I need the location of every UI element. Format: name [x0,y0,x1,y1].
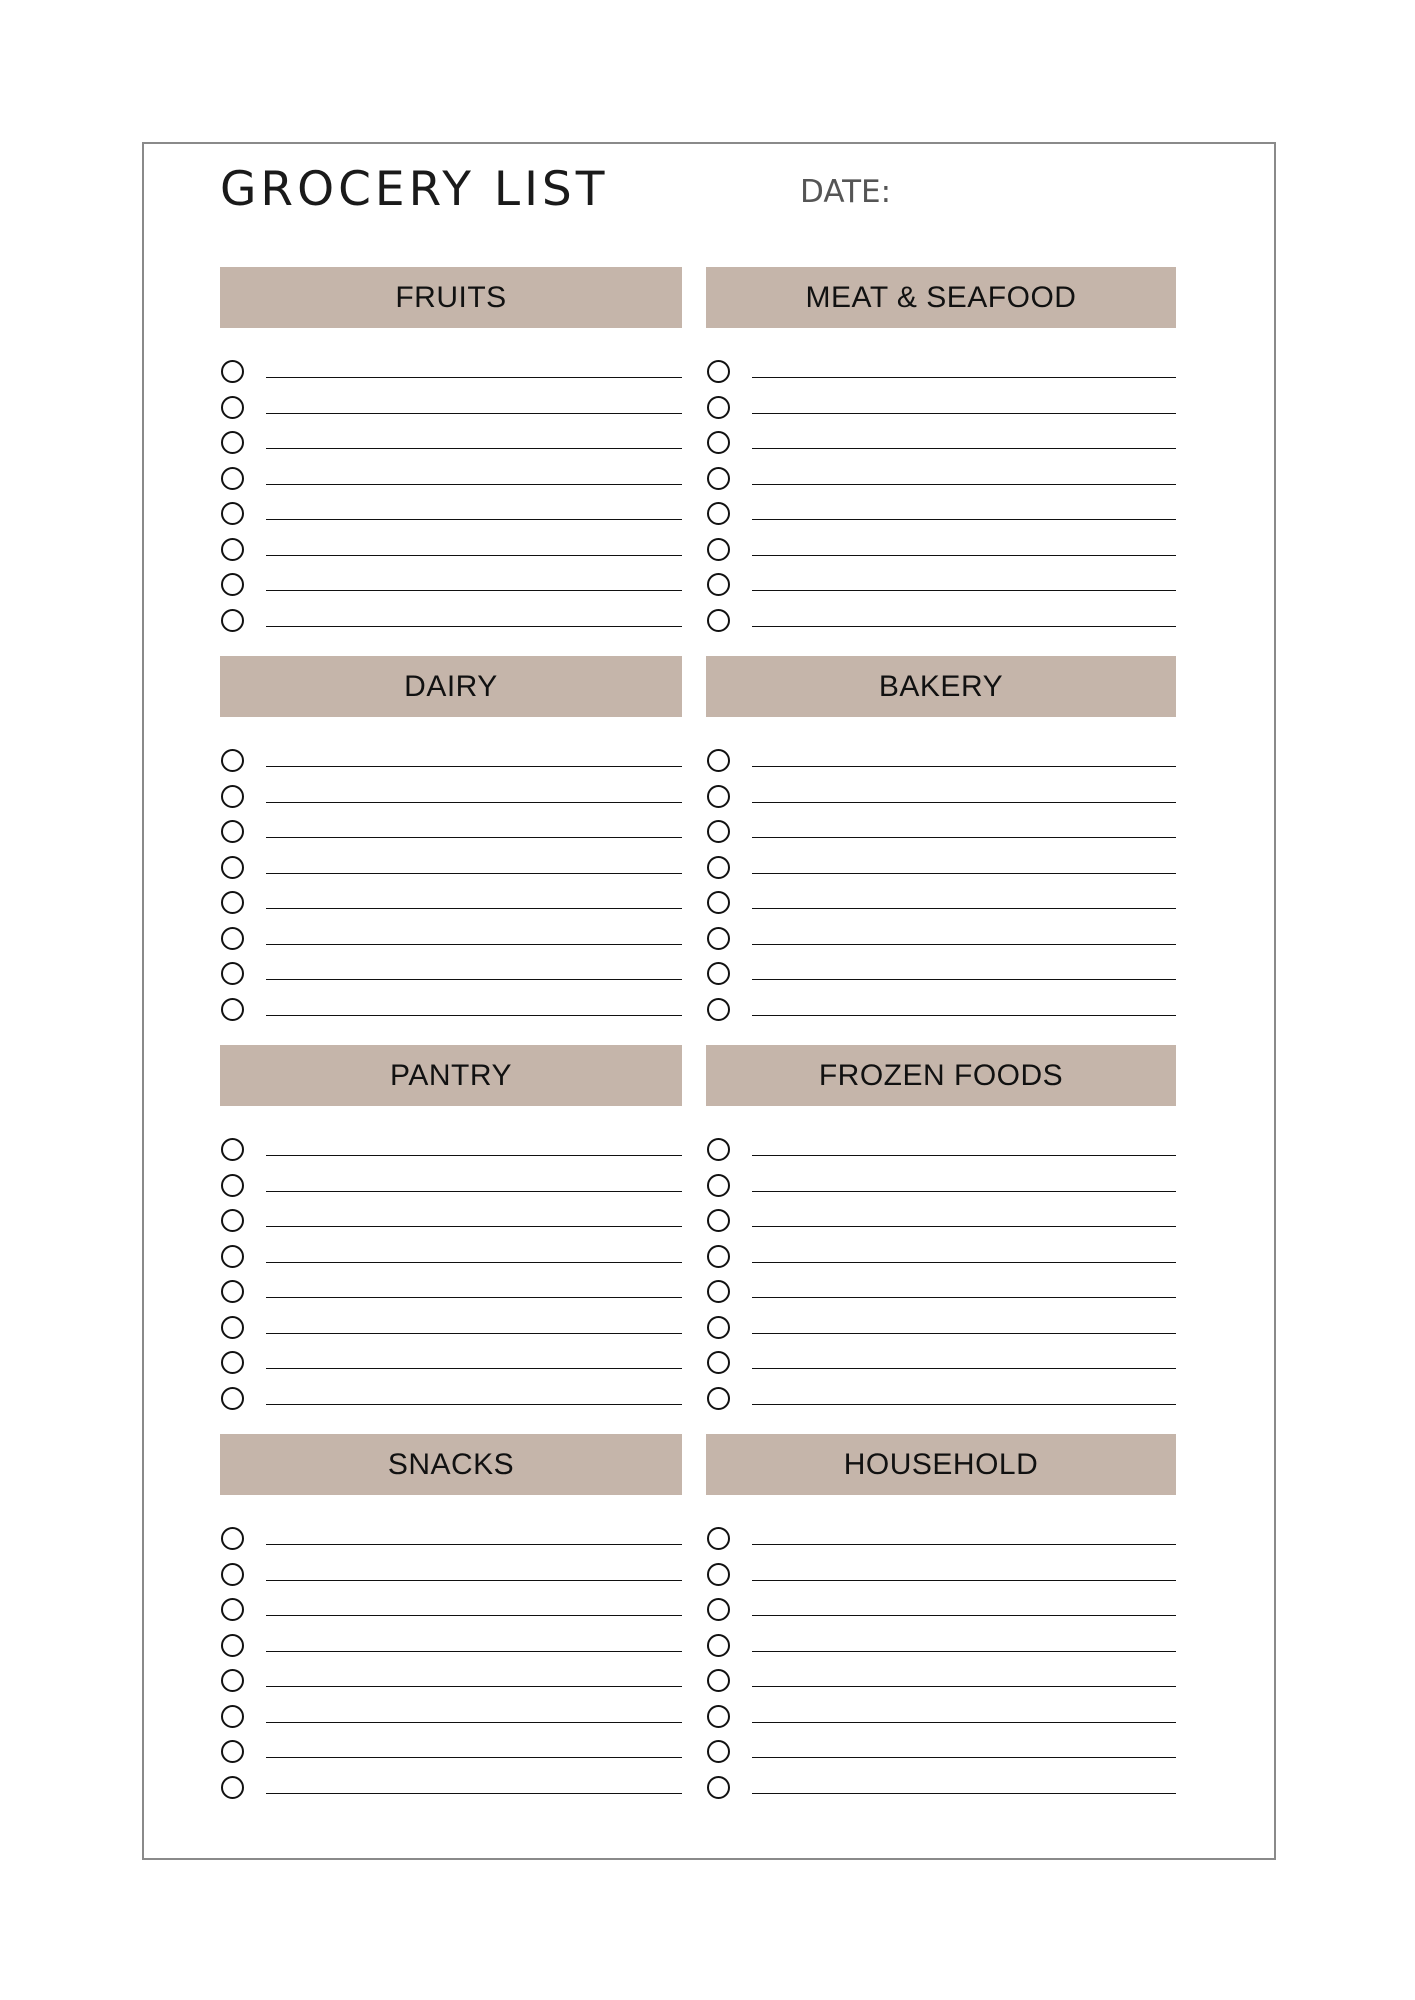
list-item [706,1274,1176,1310]
list-item [706,603,1176,639]
write-in-line[interactable] [266,979,682,980]
circle-checkbox-icon[interactable] [707,1209,730,1232]
list-item [706,956,1176,992]
write-in-line[interactable] [752,555,1176,556]
list-item [706,1381,1176,1417]
circle-checkbox-icon[interactable] [221,1598,244,1621]
circle-checkbox-icon[interactable] [707,1316,730,1339]
section-header: BAKERY [706,656,1176,717]
write-in-line[interactable] [266,1615,682,1616]
circle-checkbox-icon[interactable] [707,1563,730,1586]
item-list [220,1132,682,1416]
write-in-line[interactable] [266,1757,682,1758]
write-in-line[interactable] [752,484,1176,485]
list-item [220,956,682,992]
section-header: MEAT & SEAFOOD [706,267,1176,328]
write-in-line[interactable] [752,1757,1176,1758]
list-item [220,461,682,497]
list-item [220,921,682,957]
circle-checkbox-icon[interactable] [221,856,244,879]
list-item [706,425,1176,461]
list-item [220,885,682,921]
circle-checkbox-icon[interactable] [707,962,730,985]
write-in-line[interactable] [752,944,1176,945]
write-in-line[interactable] [266,1262,682,1263]
circle-checkbox-icon[interactable] [221,1634,244,1657]
list-item [706,1239,1176,1275]
write-in-line[interactable] [752,448,1176,449]
write-in-line[interactable] [266,908,682,909]
list-item [220,1557,682,1593]
list-item [706,496,1176,532]
write-in-line[interactable] [752,1651,1176,1652]
list-item [220,1203,682,1239]
circle-checkbox-icon[interactable] [707,396,730,419]
item-list [706,1132,1176,1416]
list-item [220,1132,682,1168]
item-list [220,1521,682,1805]
circle-checkbox-icon[interactable] [707,1351,730,1374]
circle-checkbox-icon[interactable] [707,502,730,525]
list-item [706,743,1176,779]
write-in-line[interactable] [266,519,682,520]
circle-checkbox-icon[interactable] [707,891,730,914]
write-in-line[interactable] [266,377,682,378]
circle-checkbox-icon[interactable] [707,1174,730,1197]
write-in-line[interactable] [266,590,682,591]
circle-checkbox-icon[interactable] [221,1527,244,1550]
circle-checkbox-icon[interactable] [221,1351,244,1374]
circle-checkbox-icon[interactable] [221,396,244,419]
list-item [706,779,1176,815]
list-item [706,1699,1176,1735]
circle-checkbox-icon[interactable] [707,431,730,454]
write-in-line[interactable] [752,1226,1176,1227]
list-item [220,532,682,568]
circle-checkbox-icon[interactable] [221,1174,244,1197]
section-dairy [220,656,682,1045]
write-in-line[interactable] [266,1651,682,1652]
list-item [706,1734,1176,1770]
write-in-line[interactable] [266,555,682,556]
list-item [706,1132,1176,1168]
write-in-line[interactable] [752,873,1176,874]
circle-checkbox-icon[interactable] [221,962,244,985]
write-in-line[interactable] [266,944,682,945]
write-in-line[interactable] [266,1580,682,1581]
write-in-line[interactable] [752,377,1176,378]
write-in-line[interactable] [752,1262,1176,1263]
list-item [706,1168,1176,1204]
list-item [220,992,682,1028]
list-item [220,1734,682,1770]
list-item [706,390,1176,426]
list-item [220,425,682,461]
list-item [706,1628,1176,1664]
write-in-line[interactable] [266,1686,682,1687]
circle-checkbox-icon[interactable] [221,538,244,561]
list-item [706,885,1176,921]
write-in-line[interactable] [266,1297,682,1298]
list-item [220,1345,682,1381]
circle-checkbox-icon[interactable] [707,749,730,772]
list-item [706,1521,1176,1557]
item-list [706,1521,1176,1805]
write-in-line[interactable] [266,448,682,449]
list-item [220,850,682,886]
write-in-line[interactable] [752,1297,1176,1298]
section-header: PANTRY [220,1045,682,1106]
circle-checkbox-icon[interactable] [707,1598,730,1621]
list-item [220,1521,682,1557]
section-header: DAIRY [220,656,682,717]
write-in-line[interactable] [266,1333,682,1334]
circle-checkbox-icon[interactable] [221,749,244,772]
circle-checkbox-icon[interactable] [707,1387,730,1410]
section-frozen-foods [706,1045,1176,1434]
list-item [706,1345,1176,1381]
list-item [220,814,682,850]
list-item [706,354,1176,390]
list-item [220,603,682,639]
write-in-line[interactable] [752,590,1176,591]
write-in-line[interactable] [266,413,682,414]
list-item [220,1770,682,1806]
write-in-line[interactable] [752,1368,1176,1369]
list-item [706,1592,1176,1628]
write-in-line[interactable] [752,802,1176,803]
circle-checkbox-icon[interactable] [707,360,730,383]
list-item [220,354,682,390]
write-in-line[interactable] [752,908,1176,909]
write-in-line[interactable] [752,1544,1176,1545]
circle-checkbox-icon[interactable] [221,1245,244,1268]
item-list [220,354,682,638]
circle-checkbox-icon[interactable] [221,998,244,1021]
list-item [220,743,682,779]
circle-checkbox-icon[interactable] [707,1527,730,1550]
list-item [706,1557,1176,1593]
circle-checkbox-icon[interactable] [221,573,244,596]
list-item [220,1168,682,1204]
list-item [706,921,1176,957]
list-item [220,1663,682,1699]
circle-checkbox-icon[interactable] [707,998,730,1021]
write-in-line[interactable] [266,626,682,627]
write-in-line[interactable] [752,519,1176,520]
page-title: GROCERY LIST [220,162,609,217]
circle-checkbox-icon[interactable] [707,856,730,879]
write-in-line[interactable] [752,1191,1176,1192]
list-item [706,567,1176,603]
circle-checkbox-icon[interactable] [707,538,730,561]
section-meat-seafood [706,267,1176,656]
list-item [706,1203,1176,1239]
list-item [220,1381,682,1417]
circle-checkbox-icon[interactable] [221,360,244,383]
write-in-line[interactable] [266,837,682,838]
write-in-line[interactable] [266,1544,682,1545]
write-in-line[interactable] [752,1793,1176,1794]
write-in-line[interactable] [752,766,1176,767]
write-in-line[interactable] [266,873,682,874]
section-header: HOUSEHOLD [706,1434,1176,1495]
write-in-line[interactable] [752,837,1176,838]
circle-checkbox-icon[interactable] [221,785,244,808]
write-in-line[interactable] [752,1404,1176,1405]
list-item [706,1663,1176,1699]
write-in-line[interactable] [752,413,1176,414]
write-in-line[interactable] [752,626,1176,627]
circle-checkbox-icon[interactable] [221,1138,244,1161]
list-item [220,1592,682,1628]
write-in-line[interactable] [266,1404,682,1405]
circle-checkbox-icon[interactable] [221,820,244,843]
circle-checkbox-icon[interactable] [221,1669,244,1692]
list-item [220,567,682,603]
write-in-line[interactable] [752,1155,1176,1156]
sections-grid [220,267,1176,1823]
circle-checkbox-icon[interactable] [221,1316,244,1339]
section-header: FRUITS [220,267,682,328]
write-in-line[interactable] [266,1793,682,1794]
list-item [706,992,1176,1028]
circle-checkbox-icon[interactable] [221,431,244,454]
write-in-line[interactable] [266,1155,682,1156]
write-in-line[interactable] [266,1015,682,1016]
circle-checkbox-icon[interactable] [707,1740,730,1763]
section-household [706,1434,1176,1823]
circle-checkbox-icon[interactable] [707,467,730,490]
list-item [220,1310,682,1346]
section-pantry [220,1045,682,1434]
section-header: SNACKS [220,1434,682,1495]
circle-checkbox-icon[interactable] [221,1705,244,1728]
list-item [220,1699,682,1735]
circle-checkbox-icon[interactable] [707,1776,730,1799]
item-list [706,354,1176,638]
circle-checkbox-icon[interactable] [707,609,730,632]
write-in-line[interactable] [266,802,682,803]
list-item [220,1239,682,1275]
list-item [220,779,682,815]
write-in-line[interactable] [266,766,682,767]
list-item [220,1274,682,1310]
circle-checkbox-icon[interactable] [707,1138,730,1161]
write-in-line[interactable] [752,1580,1176,1581]
circle-checkbox-icon[interactable] [707,1705,730,1728]
item-list [220,743,682,1027]
list-item [706,1770,1176,1806]
write-in-line[interactable] [266,1191,682,1192]
circle-checkbox-icon[interactable] [221,609,244,632]
write-in-line[interactable] [266,484,682,485]
write-in-line[interactable] [752,1722,1176,1723]
circle-checkbox-icon[interactable] [221,1776,244,1799]
write-in-line[interactable] [266,1368,682,1369]
circle-checkbox-icon[interactable] [221,1740,244,1763]
write-in-line[interactable] [266,1722,682,1723]
circle-checkbox-icon[interactable] [221,1280,244,1303]
circle-checkbox-icon[interactable] [707,573,730,596]
list-item [706,532,1176,568]
list-item [706,461,1176,497]
section-header: FROZEN FOODS [706,1045,1176,1106]
circle-checkbox-icon[interactable] [221,467,244,490]
circle-checkbox-icon[interactable] [707,1669,730,1692]
write-in-line[interactable] [266,1226,682,1227]
list-item [220,1628,682,1664]
circle-checkbox-icon[interactable] [707,785,730,808]
list-item [706,1310,1176,1346]
circle-checkbox-icon[interactable] [221,1563,244,1586]
circle-checkbox-icon[interactable] [221,891,244,914]
circle-checkbox-icon[interactable] [707,1245,730,1268]
item-list [706,743,1176,1027]
list-item [220,496,682,532]
circle-checkbox-icon[interactable] [221,1387,244,1410]
section-fruits [220,267,682,656]
list-item [706,814,1176,850]
list-item [706,850,1176,886]
circle-checkbox-icon[interactable] [221,927,244,950]
date-label: DATE: [800,174,892,210]
section-bakery [706,656,1176,1045]
write-in-line[interactable] [752,1686,1176,1687]
circle-checkbox-icon[interactable] [707,927,730,950]
circle-checkbox-icon[interactable] [221,1209,244,1232]
circle-checkbox-icon[interactable] [221,502,244,525]
write-in-line[interactable] [752,1333,1176,1334]
circle-checkbox-icon[interactable] [707,1280,730,1303]
list-item [220,390,682,426]
write-in-line[interactable] [752,979,1176,980]
write-in-line[interactable] [752,1015,1176,1016]
section-snacks [220,1434,682,1823]
circle-checkbox-icon[interactable] [707,820,730,843]
write-in-line[interactable] [752,1615,1176,1616]
circle-checkbox-icon[interactable] [707,1634,730,1657]
